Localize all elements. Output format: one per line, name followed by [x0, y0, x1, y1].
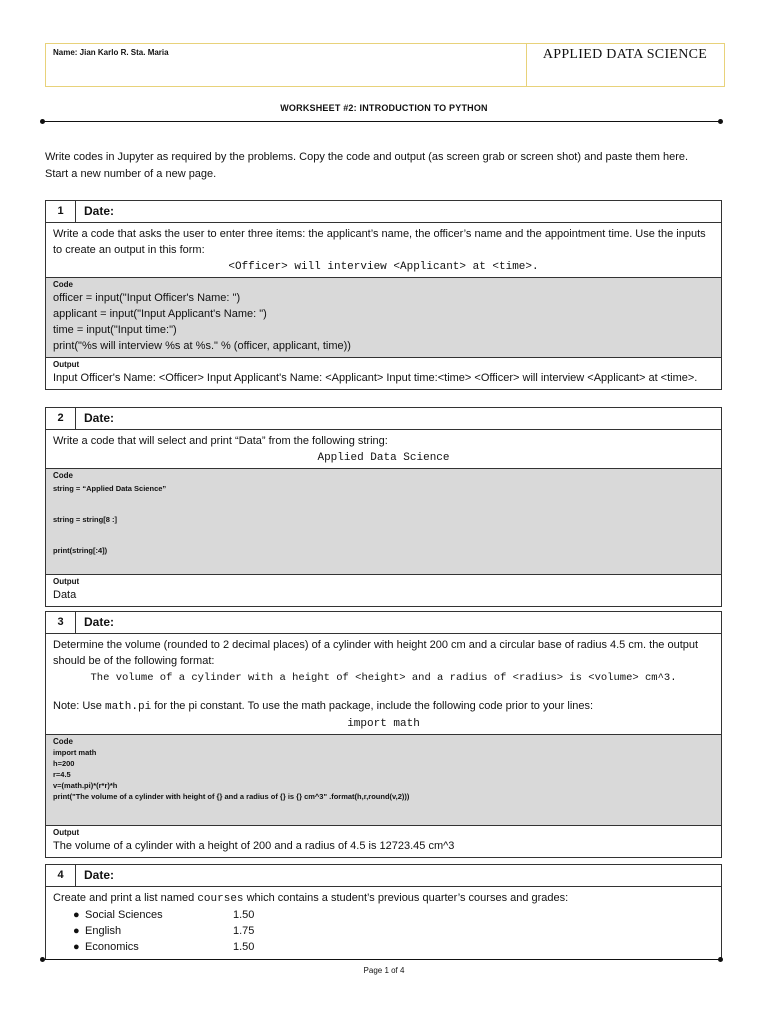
output-text: Data: [53, 589, 77, 601]
header-box: [45, 43, 725, 87]
problem-header: [46, 201, 721, 223]
format-line: <Officer> will interview <Applicant> at <time>.: [228, 261, 539, 273]
course-title: APPLIED DATA SCIENCE: [542, 47, 708, 62]
code-line: string = string[8 :]: [53, 515, 117, 524]
problem-4: [45, 864, 722, 959]
problem-prompt: [46, 223, 721, 278]
output-block: [46, 358, 721, 389]
output-text: The volume of a cylinder with a height of 200 and a radius of 4.5 is 12723.45 cm^3: [53, 840, 455, 852]
prompt-text: Determine the volume (rounded to 2 decimal places) of a cylinder with height 200 cm and a circular base of radius 4.5 cm. the output should be of the following format:: [53, 639, 699, 667]
code-line: import math: [53, 748, 97, 757]
code-label: Code: [53, 737, 73, 746]
student-name: Name: Jian Karlo R. Sta. Maria: [53, 48, 169, 57]
date-label: Date:: [84, 615, 115, 629]
date-label: Date:: [84, 411, 115, 425]
output-text: Input Officer's Name: <Officer> Input Applicant's Name: <Applicant> Input time:<time> <Officer> will interview <Applicant> at <time>.: [53, 372, 698, 384]
code-label: Code: [53, 471, 73, 480]
worksheet-title: WORKSHEET #2: INTRODUCTION TO PYTHON: [280, 103, 488, 113]
problem-number: 4: [46, 865, 76, 886]
note-line: Note: Use math.pi for the pi constant. To use the math package, include the following code prior to your lines:: [53, 700, 594, 713]
code-line: v=(math.pi)*(r*r)*h: [53, 781, 118, 790]
instructions: [45, 149, 730, 183]
rule-end-dot: [718, 119, 723, 124]
rule-end-dot: [40, 957, 45, 962]
code-line: string = “Applied Data Science”: [53, 484, 167, 493]
footer-rule: [42, 959, 722, 960]
list-item: ● Social Sciences 1.50: [73, 909, 255, 921]
format-line: The volume of a cylinder with a height of <height> and a radius of <radius> is <volume> cm^3.: [90, 672, 677, 684]
output-block: [46, 575, 721, 606]
problem-1: [45, 200, 722, 390]
problem-header: [46, 865, 721, 887]
code-block: [46, 469, 721, 575]
problem-3: [45, 611, 722, 858]
problem-header: [46, 612, 721, 634]
code-line: applicant = input("Input Applicant's Name: "): [53, 308, 267, 320]
date-label: Date:: [84, 868, 115, 882]
import-line: import math: [347, 718, 420, 730]
problem-header: [46, 408, 721, 430]
problem-number: 1: [46, 201, 76, 222]
prompt-text: Write a code that asks the user to enter three items: the applicant’s name, the officer’s name and the appointment time. Use the inputs to create an output in this form:: [53, 228, 706, 256]
code-block: [46, 278, 721, 358]
output-label: Output: [53, 577, 80, 586]
problem-number: 3: [46, 612, 76, 633]
output-label: Output: [53, 828, 80, 837]
code-line: print(string[:4]): [53, 546, 108, 555]
problem-2: [45, 407, 722, 607]
prompt-text: Create and print a list named courses which contains a student’s previous quarter’s courses and grades:: [53, 892, 569, 905]
code-line: officer = input("Input Officer's Name: "): [53, 292, 241, 304]
problem-prompt: [46, 887, 721, 959]
code-line: h=200: [53, 759, 75, 768]
rule-end-dot: [718, 957, 723, 962]
prompt-text: Write a code that will select and print “Data” from the following string:: [53, 435, 388, 447]
problem-prompt: [46, 430, 721, 469]
string-line: Applied Data Science: [317, 452, 450, 464]
code-block: [46, 735, 721, 826]
instructions-line: Write codes in Jupyter as required by the problems. Copy the code and output (as screen grab or screen shot) and paste them here.: [45, 151, 689, 163]
code-line: print("The volume of a cylinder with height of {} and a radius of {} is {} cm^3" .format(h,r,round(v,2))): [53, 792, 410, 801]
problem-prompt: [46, 634, 721, 735]
list-item: ● Economics 1.50: [73, 941, 255, 953]
output-block: [46, 826, 721, 857]
course-list: [53, 907, 714, 957]
code-line: r=4.5: [53, 770, 71, 779]
code-line: print("%s will interview %s at %s." % (officer, applicant, time)): [53, 340, 351, 352]
list-item: ● English 1.75: [73, 925, 255, 937]
output-label: Output: [53, 360, 80, 369]
rule-end-dot: [40, 119, 45, 124]
code-label: Code: [53, 280, 73, 289]
code-line: time = input("Input time:"): [53, 324, 177, 336]
title-top-rule: [42, 121, 722, 122]
page-number: Page 1 of 4: [363, 966, 405, 975]
instructions-line: Start a new number of a new page.: [45, 168, 217, 180]
date-label: Date:: [84, 204, 115, 218]
problem-number: 2: [46, 408, 76, 429]
